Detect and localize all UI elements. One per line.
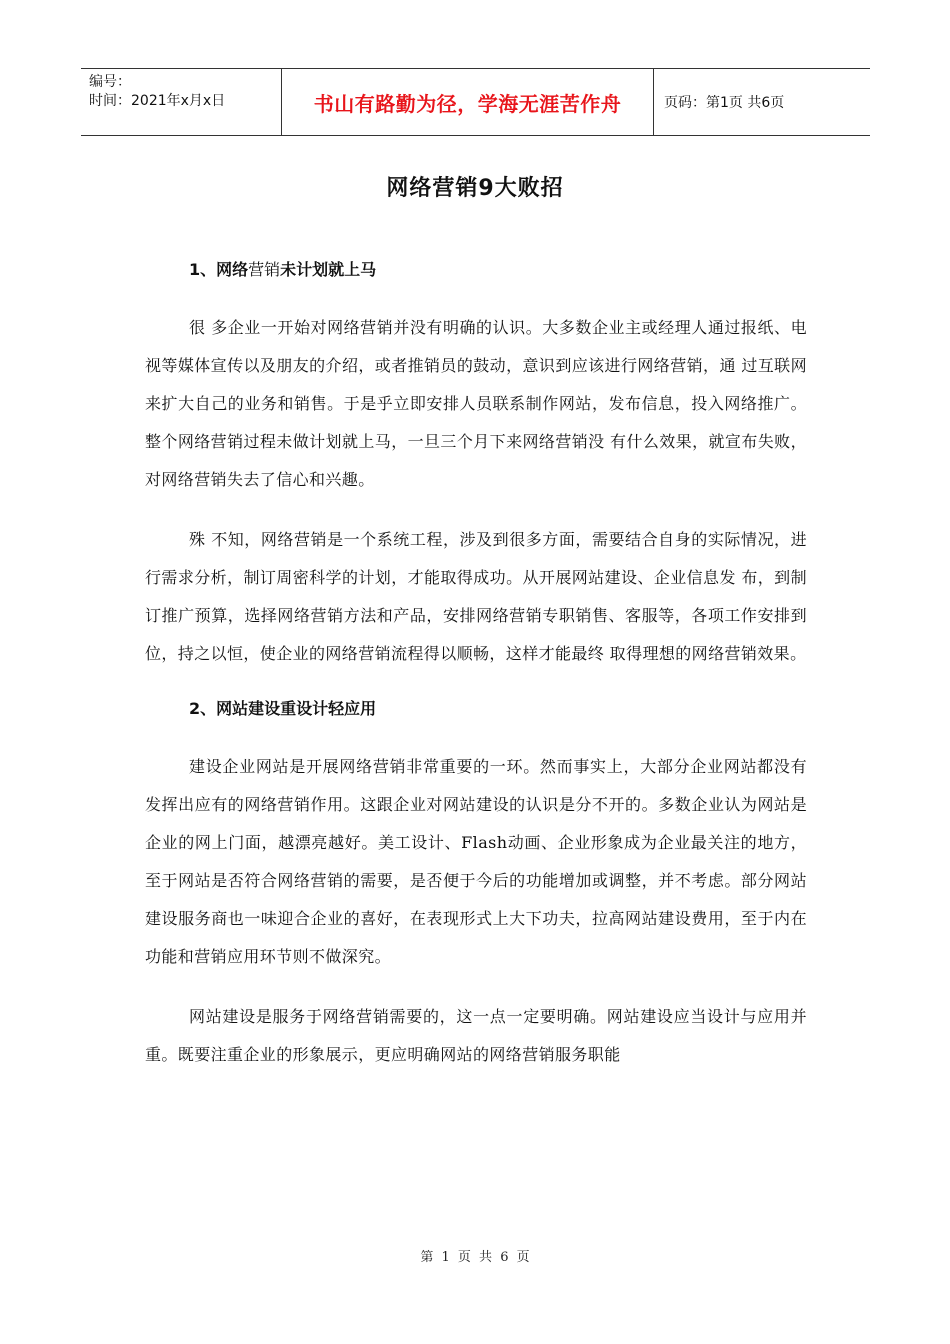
document-time-label: 时间：2021年x月x日	[89, 93, 226, 109]
header-meta-cell	[81, 69, 281, 135]
section-2-heading: 2、网站建设重设计轻应用	[189, 699, 377, 718]
section-1-paragraph-2: 殊 不知，网络营销是一个系统工程，涉及到很多方面，需要结合自身的实际情况，进行需求分析，制订周密科学的计划，才能取得成功。从开展网站建设、企业信息发 布，到制订推广预算，选择网络营销方法和产品，安排网络营销专职销售、客服等，各项工作安排到位，持之以恒，使企业的网络营销流程得以顺畅，这样才能最终 取得理想的网络营销效果。	[145, 530, 807, 663]
section-2-paragraph-2: 网站建设是服务于网络营销需要的，这一点一定要明确。网站建设应当设计与应用并重。既要注重企业的形象展示，更应明确网站的网络营销服务职能	[145, 1007, 807, 1064]
header-page-cell	[654, 69, 870, 135]
header-table	[81, 68, 870, 136]
section-1-heading-part-a: 1、网络	[189, 260, 249, 279]
section-1-paragraph-1: 很 多企业一开始对网络营销并没有明确的认识。大多数企业主或经理人通过报纸、电视等媒体宣传以及朋友的介绍，或者推销员的鼓动，意识到应该进行网络营销，通 过互联网来扩大自己的业务和销售。于是乎立即安排人员联系制作网站，发布信息，投入网络推广。整个网络营销过程未做计划就上马，一旦三个月下来网络营销没 有什么效果，就宣布失败，对网络营销失去了信心和兴趣。	[145, 318, 807, 489]
motto-text: 书山有路勤为径，学海无涯苦作舟	[313, 91, 622, 116]
header-motto-cell	[281, 69, 654, 135]
page-info: 页码：第1页 共6页	[664, 95, 785, 111]
document-body	[145, 256, 807, 1074]
document-title: 网络营销9大败招	[386, 176, 564, 201]
document-number-label: 编号：	[89, 74, 131, 90]
section-1-heading-part-b: 营销	[248, 260, 281, 279]
page-footer: 第 1 页 共 6 页	[420, 1250, 530, 1265]
section-2-paragraph-1: 建设企业网站是开展网络营销非常重要的一环。然而事实上，大部分企业网站都没有发挥出应有的网络营销作用。这跟企业对网站建设的认识是分不开的。多数企业认为网站是企业的网上门面，越漂亮越好。美工设计、Flash动画、企业形象成为企业最关注的地方，至于网站是否符合网络营销的需要，是否便于今后的功能增加或调整，并不考虑。部分网站建设服务商也一味迎合企业的喜好，在表现形式上大下功夫，拉高网站建设费用，至于内在功能和营销应用环节则不做深究。	[145, 757, 807, 966]
section-1-heading	[189, 256, 807, 284]
section-1-heading-part-c: 未计划就上马	[280, 260, 377, 279]
